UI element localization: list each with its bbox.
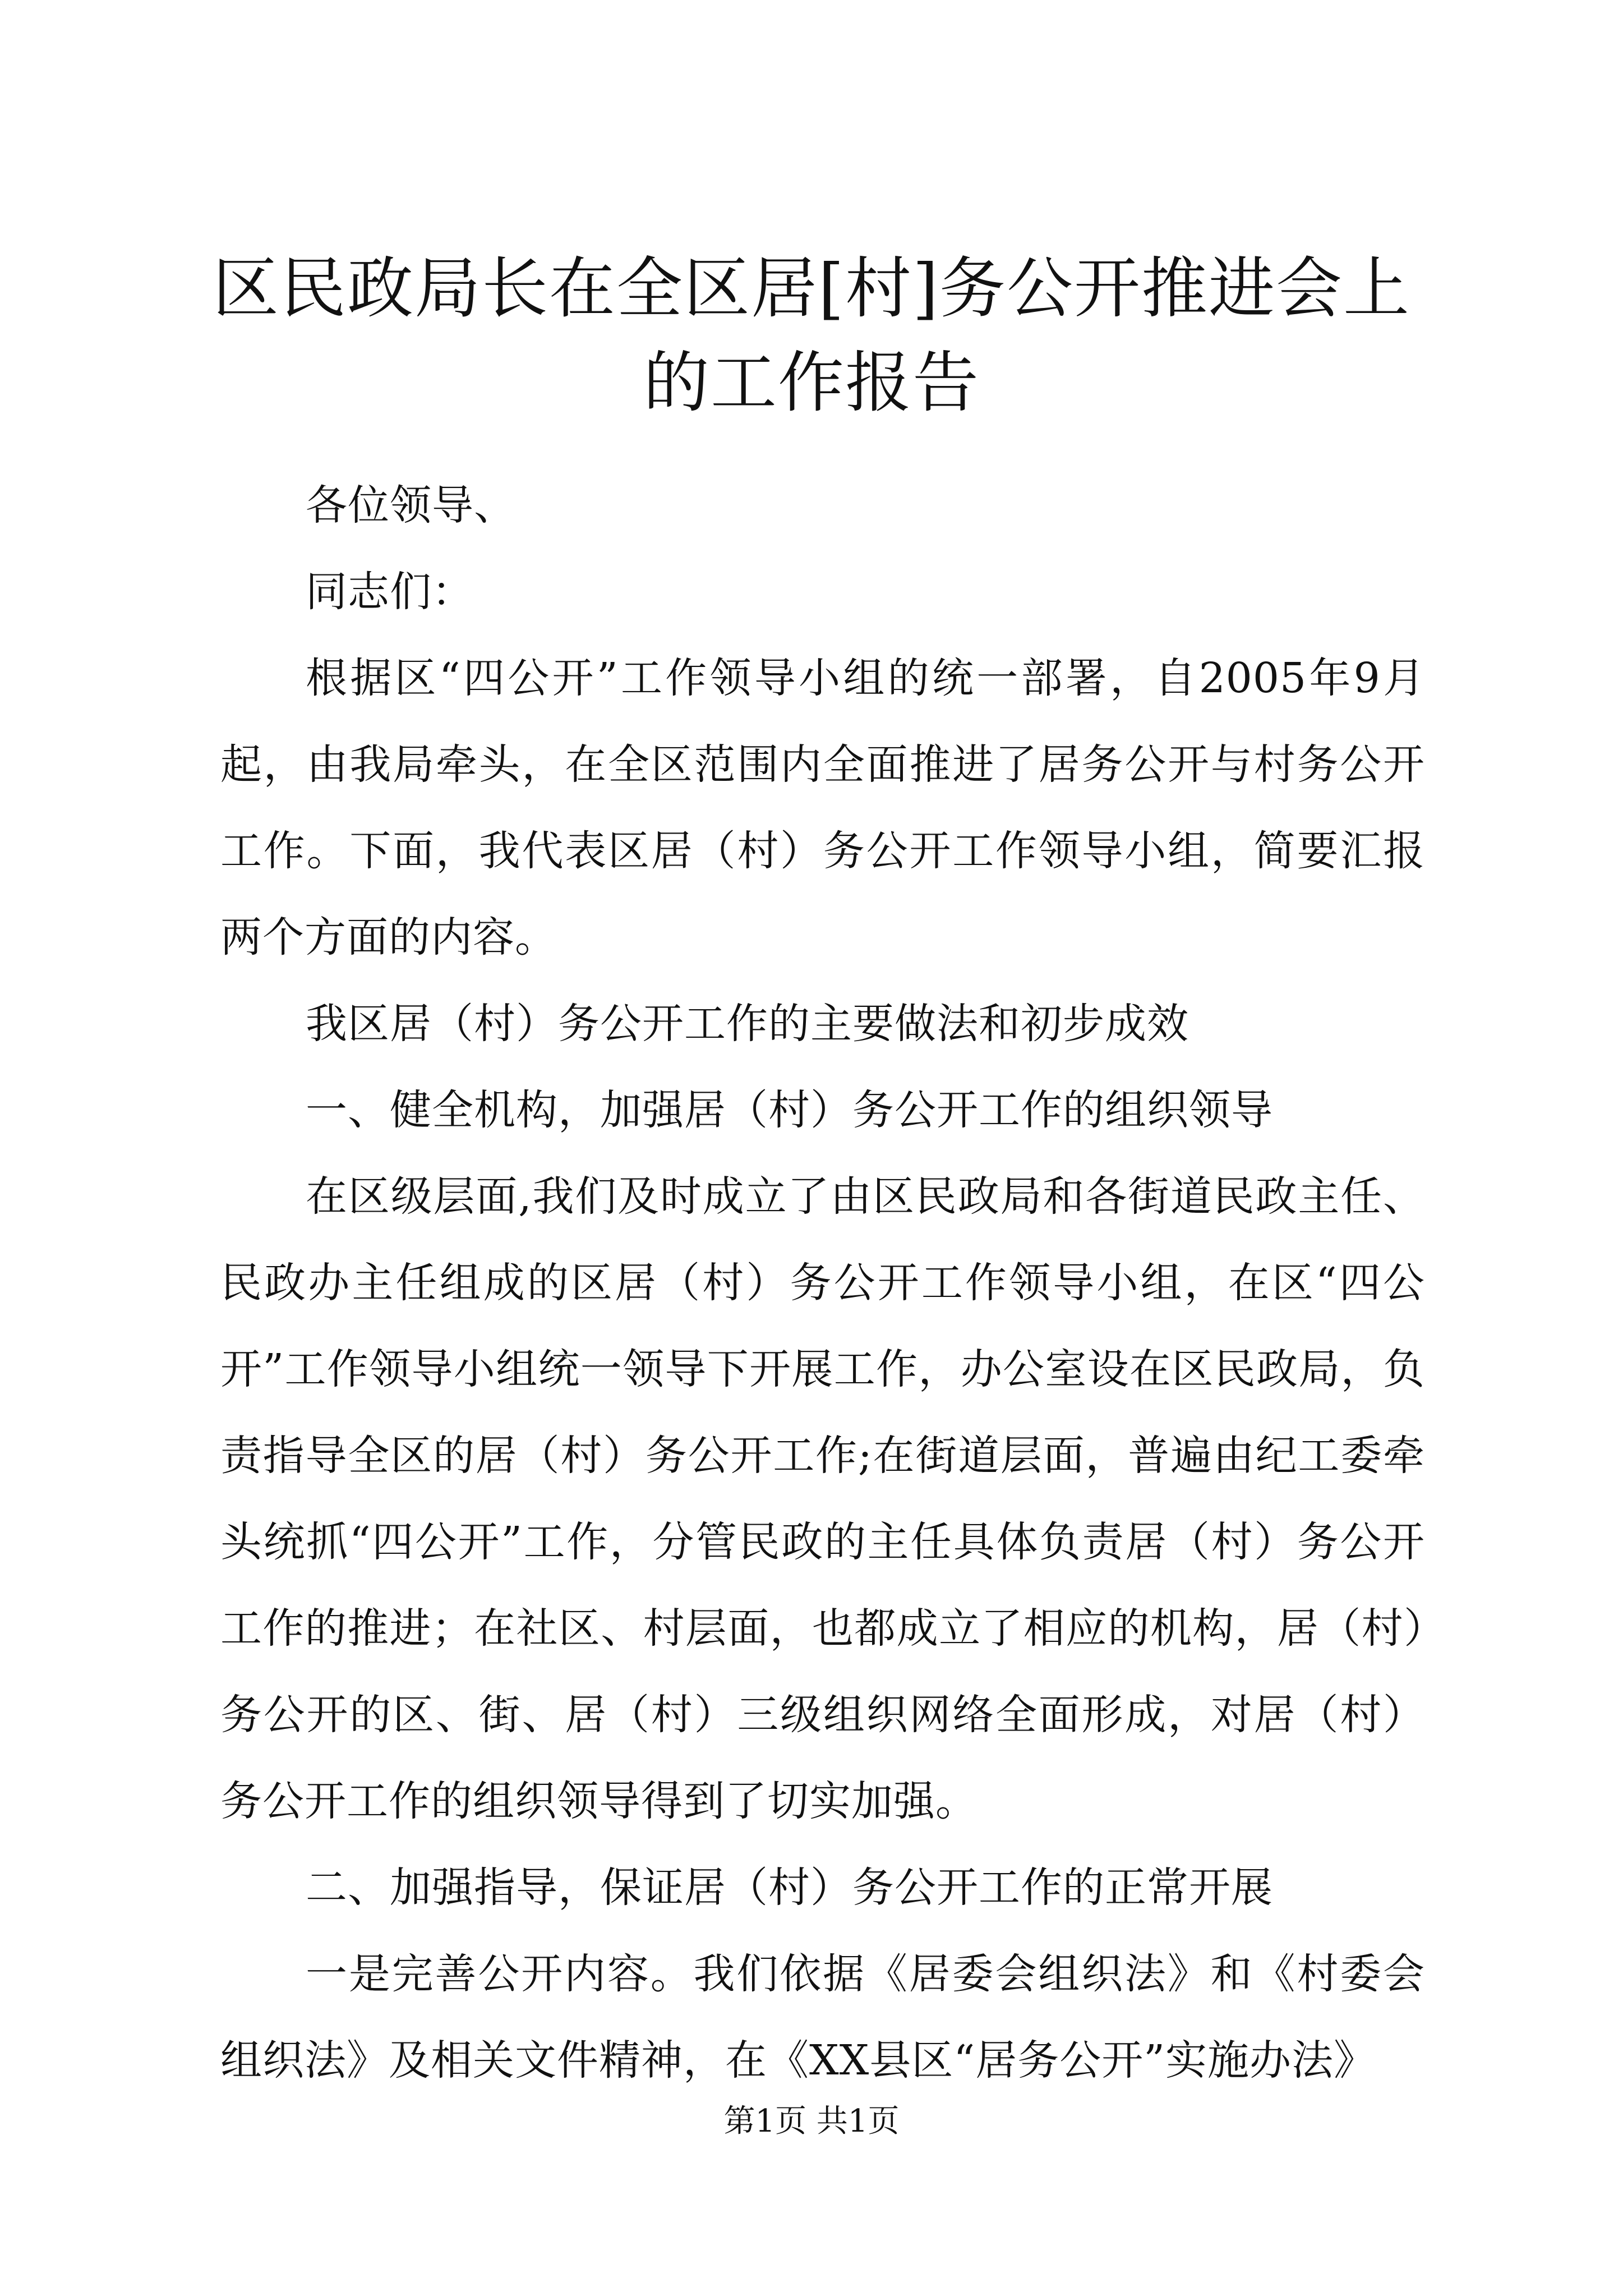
paragraph-salutation-2: 同志们： bbox=[306, 568, 474, 616]
paragraph-intro: 根据区“四公开”工作领导小组的统一部署，自2005年9月起，由我局牵头，在全区范围内全面推进了居务公开与村务公开工作。下面，我代表区居（村）务公开工作领导小组，简要汇报两个方面的内容。 bbox=[220, 654, 1425, 961]
page-footer: 第1页 共1页 bbox=[723, 2103, 900, 2139]
document-body bbox=[220, 462, 1425, 2104]
document-title: 区民政局长在全区居[村]务公开推进会上的工作报告 bbox=[212, 250, 1411, 421]
section-heading: 我区居（村）务公开工作的主要做法和初步成效 bbox=[306, 1000, 1189, 1048]
paragraph-organization: 在区级层面,我们及时成立了由区民政局和各街道民政主任、民政办主任组成的区居（村）务公开工作领导小组，在区“四公开”工作领导小组统一领导下开展工作，办公室设在区民政局，负责指导全区的居（村）务公开工作;在街道层面，普遍由纪工委牵头统抓“四公开”工作，分管民政的主任具体负责居（村）务公开工作的推进；在社区、村层面，也都成立了相应的机构，居（村）务公开的区、街、居（村）三级组织网络全面形成，对居（村）务公开工作的组织领导得到了切实加强。 bbox=[220, 1172, 1425, 1825]
paragraph-content: 一是完善公开内容。我们依据《居委会组织法》和《村委会组织法》及相关文件精神，在《XX县区“居务公开”实施办法》 bbox=[220, 1950, 1425, 2085]
subsection-heading-1: 一、健全机构，加强居（村）务公开工作的组织领导 bbox=[306, 1086, 1273, 1134]
subsection-heading-2: 二、加强指导，保证居（村）务公开工作的正常开展 bbox=[306, 1864, 1273, 1912]
paragraph-salutation-1: 各位领导、 bbox=[306, 481, 516, 530]
